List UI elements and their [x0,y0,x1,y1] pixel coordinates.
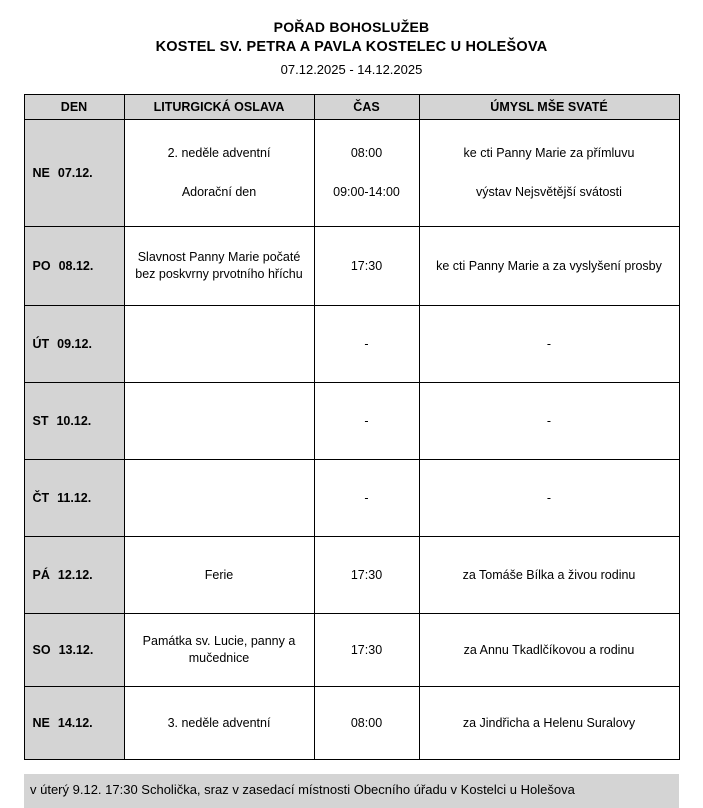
row-day-cell [24,306,124,383]
row-time-cell: - [314,306,419,383]
table-header-row [24,95,679,120]
column-header-time: ČAS [314,95,419,120]
day-abbr: NE [32,716,50,730]
footer-note: v úterý 9.12. 17:30 Scholička, sraz v zasedací místnosti Obecního úřadu v Kostelci u Holešova [24,774,679,808]
day-abbr: ÚT [32,337,50,351]
time-secondary: 09:00-14:00 [333,185,400,199]
row-celebration-cell [124,120,314,227]
table-row [24,227,679,306]
column-header-day: DEN [24,95,124,120]
day-date: 08.12. [58,259,94,273]
row-celebration-cell [124,460,314,537]
day-abbr: ST [32,414,49,428]
row-day-cell [24,120,124,227]
table-row [24,537,679,614]
row-day-cell [24,383,124,460]
row-intention-cell: - [419,383,679,460]
day-date: 13.12. [58,643,94,657]
day-date: 11.12. [57,491,92,505]
column-header-celebration: LITURGICKÁ OSLAVA [124,95,314,120]
row-intention-cell: za Annu Tkadlčíkovou a rodinu [419,614,679,687]
spacer [131,162,308,184]
row-day-cell [24,614,124,687]
day-abbr: PO [32,259,51,273]
row-intention-cell [419,120,679,227]
row-intention-cell: za Jindřicha a Helenu Suralovy [419,687,679,760]
table-row [24,687,679,760]
day-date: 07.12. [57,166,93,180]
row-celebration-cell: Památka sv. Lucie, panny a mučednice [124,614,314,687]
document-header [22,18,681,80]
day-abbr: NE [32,166,50,180]
schedule-table [24,94,680,760]
row-day-cell [24,687,124,760]
row-time-cell [314,120,419,227]
spacer [426,162,673,184]
row-celebration-cell [124,383,314,460]
table-row [24,120,679,227]
document-subtitle: KOSTEL SV. PETRA A PAVLA KOSTELEC U HOLEŠOVA [155,39,548,55]
document-date-range: 07.12.2025 - 14.12.2025 [280,62,423,77]
table-row [24,306,679,383]
day-date: 10.12. [56,414,92,428]
day-abbr: PÁ [32,568,50,582]
day-date: 09.12. [57,337,92,351]
intention-secondary: výstav Nejsvětější svátosti [476,185,622,199]
row-time-cell: 17:30 [314,537,419,614]
table-row [24,383,679,460]
table-row [24,460,679,537]
time-primary: 08:00 [350,146,383,160]
day-abbr: ČT [32,491,50,505]
intention-primary: ke cti Panny Marie za přímluvu [463,146,635,160]
row-intention-cell: za Tomáše Bílka a živou rodinu [419,537,679,614]
row-time-cell: 08:00 [314,687,419,760]
row-intention-cell: - [419,306,679,383]
row-time-cell: 17:30 [314,227,419,306]
row-celebration-cell: Ferie [124,537,314,614]
row-day-cell [24,537,124,614]
document-title: POŘAD BOHOSLUŽEB [273,19,430,35]
row-day-cell [24,460,124,537]
day-date: 12.12. [57,568,93,582]
celebration-secondary: Adorační den [181,185,257,199]
row-time-cell: - [314,383,419,460]
row-intention-cell: ke cti Panny Marie a za vyslyšení prosby [419,227,679,306]
row-time-cell: - [314,460,419,537]
row-celebration-cell [124,306,314,383]
row-intention-cell: - [419,460,679,537]
row-time-cell: 17:30 [314,614,419,687]
day-abbr: SO [32,643,51,657]
row-celebration-cell: Slavnost Panny Marie počaté bez poskvrny prvotního hříchu [124,227,314,306]
table-row [24,614,679,687]
celebration-primary: 2. neděle adventní [167,146,271,160]
column-header-intention: ÚMYSL MŠE SVATÉ [419,95,679,120]
day-date: 14.12. [57,716,93,730]
row-day-cell [24,227,124,306]
row-celebration-cell: 3. neděle adventní [124,687,314,760]
spacer [321,162,413,184]
